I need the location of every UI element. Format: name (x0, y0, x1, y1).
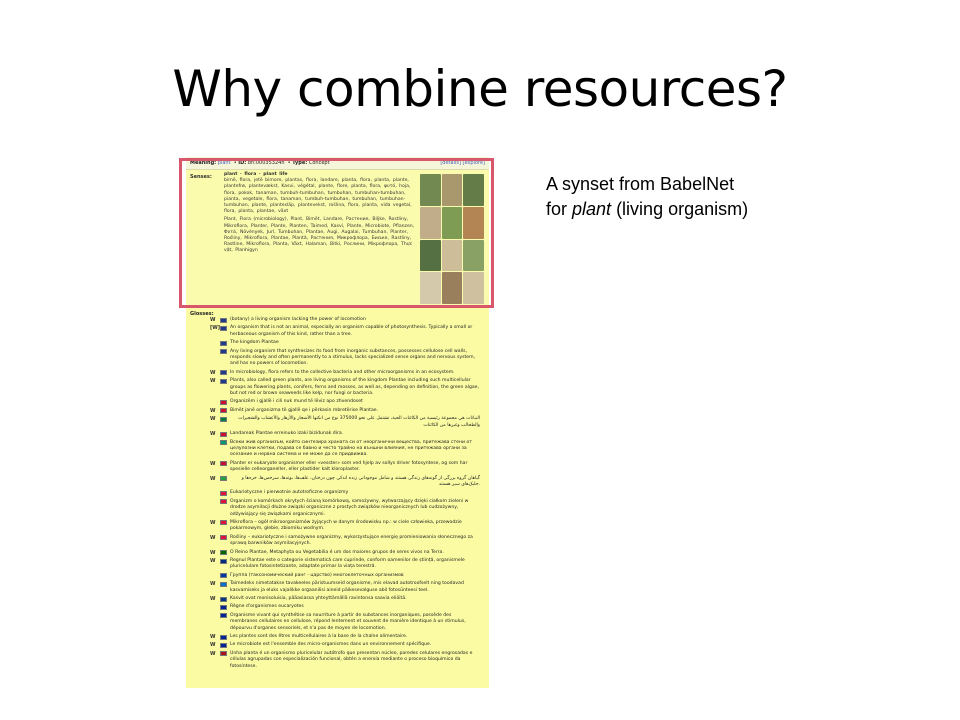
gloss-text: Bimët janë organizma të gjallë qe i përkasin mbretërise Plantae. (230, 407, 379, 413)
gloss-row (210, 408, 485, 414)
gloss-row (210, 499, 485, 518)
gloss-text: In microbiology, flora refers to the collective bacteria and other microorganisms in an ecosystem. (230, 369, 455, 375)
caption-line-2 (546, 197, 748, 222)
language-flag-icon (220, 461, 227, 466)
gloss-row (210, 535, 485, 548)
language-flag-icon (220, 491, 227, 496)
gloss-text: Всеки жив организъм, който синтезира храната си от неорганични вещества, притежава стени от целулозни клетки, подава се бавно и често трайно на външни влияния, не притежава органи за осезание и нервна система и не може да се придвижва. (230, 439, 472, 458)
language-flag-icon (220, 582, 227, 587)
gloss-source-icon[interactable]: W (210, 416, 216, 423)
language-flag-icon (220, 605, 227, 610)
language-flag-icon (220, 379, 227, 384)
gloss-source-icon[interactable]: W (210, 378, 216, 385)
gloss-source-icon[interactable] (210, 399, 219, 405)
gloss-row (210, 399, 485, 405)
gloss-row (210, 378, 485, 397)
gloss-text: النباتات هي مجموعة رئيسية من الكائنات الحية، تشتمل على نحو 375000 نوع من انكتها الأشجار والأزهار والأعشاب والشجيرات والطحالب وغيرها من الكائنات (238, 416, 480, 428)
gloss-row (210, 604, 485, 610)
gloss-text: Plants, also called green plants, are living organisms of the kingdom Plantae including such multicellular groups as flowering plants, conifers, ferns and mosses, as well as, depending on definition, the green algae, but not red or brown seaweeds like kelp, nor fungi or bacteria. (230, 378, 479, 397)
gloss-source-icon[interactable]: W (210, 596, 216, 603)
senses-row-wordnet[interactable]: birnë, flora, jetë bimore, plantas, flora, landare, planta, flora, planta, plante, plantefrø, plantevækst, Kasvi, végétal, plante, flore, planta, flora, φυτό, hoja, flora, pokok, tanaman, tumbuh-tumbuhan, tumbuhan, tumbuhan-tumbuhan, pianta, vegetale, flora, tanaman, tumbuh-tumbuhan, tumbuhan, tumbuhan-tumbuhan, plante, plantesläp, plantevekst, roślina, flora, planta, vida vegetal, flora, planta, plantae, växt (224, 178, 412, 215)
glosses-list (186, 311, 489, 670)
gloss-source-icon[interactable] (210, 349, 219, 368)
type-value: Concept (308, 160, 330, 166)
gloss-text: The kingdom Plantae (230, 340, 279, 346)
gloss-source-icon[interactable]: W (210, 581, 216, 588)
gloss-text: Organisme vivant qui synthétise sa nourriture à partir de substances inorganiques, possède des membranes cellulaires en cellulose, répond lentement et souvent de manière identique à un stimulus, dépourvu d'organes sensoriels, et n'a pas de moyen de locomotion. (230, 612, 466, 631)
gloss-text: Mikroflora – ogół mikroorganizmów żyjących w danym środowisku np.: w ciele człowieka, przewodzie pokarmowym, glebie, zbiorniku wodnym. (230, 519, 462, 532)
gloss-text: (botany) a living organism lacking the power of locomotion (230, 317, 366, 322)
language-flag-icon (220, 400, 227, 405)
gloss-text: Regnul Plantae este o categorie sistematică care cuprinde, conform oamenilor de știință, organismele pluricelulare fotosintetizante, adaptate primar la viața terestră. (230, 558, 465, 570)
gloss-source-icon[interactable]: W (210, 549, 216, 556)
gloss-text: Les plantes sont des êtres multicellulaires à la base de la chaîne alimentaire. (230, 634, 408, 640)
gloss-text: Règne d'organismes eucaryotes (230, 604, 304, 610)
gloss-source-icon[interactable]: W (210, 369, 216, 376)
gloss-text: Kasvit ovat monisoluisia, pääasiassa yhteyttämällä ravintonsa saavia eliöitä. (230, 596, 407, 602)
meaning-label: Meaning: (190, 160, 217, 166)
gloss-row (210, 431, 485, 437)
language-flag-icon (220, 370, 227, 375)
language-flag-icon (220, 613, 227, 618)
gloss-text: An organism that is not an animal, especially an organism capable of photosynthesis. Typically a small or herbaceous organism of this kind, rather than a tree. (230, 325, 473, 337)
gloss-source-icon[interactable]: W (210, 558, 216, 564)
meaning-value[interactable]: plant (217, 160, 231, 166)
slide-title: Why combine resources? (172, 60, 788, 118)
gloss-text: Группа (таксономический ранг - царство) многоклеточных организмов (230, 572, 404, 578)
gloss-text: Unha planta é un organismo pluricelular autótrofo que presentan núcleo, paredes celulares engrosadas e células agrupadas con especialización funcional, obtén a enerxía mediante o proceso bioquímico da fotosíntese. (230, 650, 473, 669)
language-flag-icon (220, 408, 227, 413)
language-flag-icon (220, 499, 227, 504)
language-flag-icon (220, 597, 227, 602)
gloss-source-icon[interactable]: W (210, 634, 216, 641)
gloss-source-icon[interactable] (210, 499, 219, 518)
gloss-text: Organizëm i gjallë i cili nuk mund të lëviz apo zhvendoset (230, 399, 363, 405)
id-label: ID: (238, 160, 247, 166)
caption-suffix: (living organism) (611, 199, 749, 219)
gloss-source-icon[interactable] (210, 440, 219, 459)
gloss-row (210, 349, 485, 368)
gloss-text: گیاهان گروه بزرگی از گونه‌های زندگی هستند و شامل موجوداتی زنده اندکی چون درختان، علف‌ها، بوته‌ها، سرخس‌ها، خزه‌ها و جلبک‌های سبز هستند. (241, 475, 480, 487)
gloss-row (210, 317, 485, 323)
senses-label: Senses: (190, 174, 212, 180)
language-flag-icon (220, 535, 227, 540)
language-flag-icon (220, 643, 227, 648)
gloss-source-icon[interactable]: W (210, 534, 216, 541)
gloss-text: Landareak Plantae erreinuko izaki bizidunak dira. (230, 431, 344, 437)
gloss-source-icon[interactable] (210, 490, 219, 496)
gloss-row (210, 558, 485, 571)
gloss-row (210, 440, 485, 459)
gloss-text: Le microbiote est l'ensemble des micro-organismes dans un environnement spécifique. (230, 642, 432, 648)
gloss-source-icon[interactable]: W (210, 407, 216, 414)
gloss-text: Any living organism that synthesizes its food from inorganic substances, possesses cellulose cell walls, responds slowly and often permanently to a stimulus, lacks specialized sense organs and nervous system, and has no powers of locomotion. (230, 348, 476, 367)
language-flag-icon (220, 440, 227, 445)
language-flag-icon (220, 520, 227, 525)
language-flag-icon (220, 573, 227, 578)
gloss-row (210, 325, 485, 338)
gloss-row (210, 490, 485, 496)
senses-first[interactable]: plant · flora · plant life (224, 172, 288, 177)
gloss-text: Eukariotyczne i pierwotnie autotroficzne organizmy (230, 490, 349, 496)
language-flag-icon (220, 651, 227, 656)
language-flag-icon (220, 559, 227, 564)
gloss-row (210, 550, 485, 556)
gloss-row (210, 642, 485, 648)
gloss-source-icon[interactable]: W (210, 431, 216, 438)
gloss-source-icon[interactable]: W (210, 642, 216, 649)
gloss-row (210, 416, 485, 429)
gloss-source-icon[interactable]: W (210, 475, 216, 482)
gloss-row (210, 340, 485, 346)
language-flag-icon (220, 417, 227, 422)
language-flag-icon (220, 635, 227, 640)
language-flag-icon (220, 476, 227, 481)
type-label: Type: (292, 160, 308, 166)
gloss-row (210, 370, 485, 376)
gloss-row (210, 596, 485, 602)
language-flag-icon (220, 432, 227, 437)
gloss-source-icon[interactable]: W (210, 460, 216, 467)
gloss-text: Planter er eukaryote organismer eller «vesster» som ved hjelp av sollys driver fotosyntese, og som har spesielle celleorganeller, eller plastider kalt kloroplaster. (230, 460, 468, 473)
glosses-label: Glosses: (190, 311, 214, 317)
gloss-source-icon[interactable]: W (210, 519, 216, 526)
slide-caption (546, 172, 748, 222)
id-value: bn:00035324n (247, 160, 285, 166)
gloss-row (210, 581, 485, 594)
gloss-text: O Reino Plantae, Metaphyta ou Vegetabilia é um dos maiores grupos de seres vivos na Terra. (230, 549, 444, 555)
gloss-source-icon[interactable] (210, 340, 219, 346)
gloss-row (210, 476, 485, 489)
details-explore-links[interactable]: [details] [explore] (440, 160, 485, 166)
language-flag-icon (220, 318, 227, 323)
gloss-text: Organizm o komórkach okrytych ścianą komórkową, samożywny, wytwarzający dzięki ciałkom zieleni w drodze asymilacji dłużne związki organiczne z prostych związków nieorganicznych lub cudzożywny, odżywiający się związkami organicznymi. (230, 498, 469, 517)
gloss-row (210, 461, 485, 474)
senses-highlight-box (179, 158, 494, 308)
gloss-row (210, 520, 485, 533)
synset-header: Meaning: plant • ID: bn:00035324n • Type: Concept [details] [explore] (186, 157, 489, 170)
senses-row-wikipedia[interactable]: Plant, Flora (microbiology), Plant, Bimët, Landare, Растение, Biljke, Rostliny, Mikroflora, Planter, Plante, Planten, Taimed, Kasvi, Plante, Microbiote, Pflanzen, Φυτά, Növények, Jurl, Tumbuhan, Plantae, Augi, Augalai, Tumbuhan, Planter, Rośliny, Mikroflora, Plantae, Plantă, Растения, Микрофлора, Биљке, Rastliny, Rastline, Mikroflora, Planta, Växt, Halaman, Bitki, Рослини, Мікрофлора, Thực vật, Planhigyn (224, 217, 415, 254)
gloss-row (210, 651, 485, 670)
gloss-row (210, 634, 485, 640)
gloss-source-icon[interactable]: W (210, 317, 216, 323)
caption-line-1: A synset from BabelNet (546, 174, 735, 194)
gloss-row (210, 613, 485, 632)
language-flag-icon (220, 349, 227, 354)
caption-prefix: for (546, 199, 573, 219)
gloss-text: Rośliny – eukariotyczne i samożywne organizmy, wykorzystujące energię promieniowania słonecznego za sprawą barwników asymilacyjnych. (230, 534, 473, 547)
gloss-source-icon[interactable] (210, 613, 219, 632)
gloss-source-icon[interactable]: W (210, 650, 216, 657)
gloss-source-icon[interactable] (210, 604, 219, 610)
caption-emphasis: plant (572, 199, 612, 219)
language-flag-icon (220, 326, 227, 331)
language-flag-icon (220, 341, 227, 346)
gloss-row (210, 573, 485, 579)
gloss-source-icon[interactable]: [W] (210, 325, 221, 332)
gloss-text: Taimedeks nimetatakse tavakeeles päristuumseid organisme, mis elavad autotroofselt ning toodavad kasvamiseks ja eluks vajalikke orgaanilisi aineid päikesevalguse abil fotosünteesi teel. (230, 581, 464, 593)
language-flag-icon (220, 550, 227, 555)
gloss-source-icon[interactable] (210, 573, 219, 579)
